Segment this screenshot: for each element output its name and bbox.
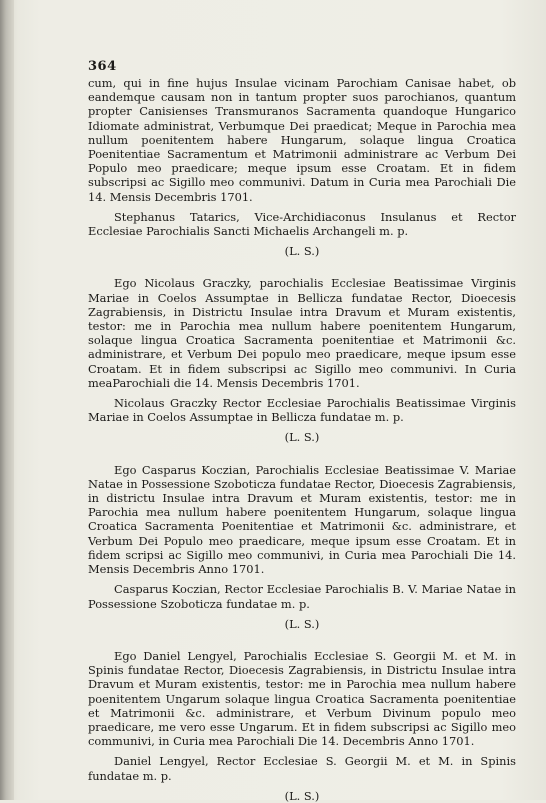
signature-koczian: Casparus Koczian, Rector Ecclesiae Parochialis B. V. Mariae Natae in Possessione Szoboticza fundatae m. p. xyxy=(88,582,516,611)
seal-mark: (L. S.) xyxy=(284,788,320,803)
paragraph-koczian: Ego Casparus Koczian, Parochialis Ecclesiae Beatissimae V. Mariae Natae in Possessione Szoboticza fundatae Rector, Dioecesis Zagrabiensis, in districtu Insulae intra Dravum et Muram existentis, testor: me in Parochia mea nullum habere poenitentem Hungarum, solaque lingua Croatica Sacramenta Poenitentiae et Matrimonii &c. administrare, et Verbum Dei Populo meo praedicare, meque ipsum esse Croatam. Et in fidem scripsi ac Sigillo meo communivi, in Curia mea Parochiali Die 14. Mensis Decembris Anno 1701. xyxy=(88,462,516,577)
paragraph-continuation: cum, qui in fine hujus Insulae vicinam Parochiam Canisae habet, ob eandemque causam non in tantum propter suos parochianos, quantum propter Canisienses Transmuranos Sacramenta quandoque Hungarico Idiomate administrat, Verbumque Dei praedicat; Meque in Parochia mea nullum poenitentem habere Hungarum, solaque lingua Croatica Poenitentiae Sacramentum et Matrimonii administrare ac Verbum Dei Populo meo praedicare; meque ipsum esse Croatam. Et in fidem subscripsi ac Sigillo meo communivi. Datum in Curia mea Parochiali Die 14. Mensis Decembris 1701. xyxy=(88,76,516,204)
book-gutter xyxy=(0,0,14,800)
signature-graczky: Nicolaus Graczky Rector Ecclesiae Parochialis Beatissimae Virginis Mariae in Coelos Assumptae in Bellicza fundatae m. p. xyxy=(88,396,516,425)
page-number: 364 xyxy=(88,59,117,74)
seal-mark: (L. S.) xyxy=(284,430,320,445)
paragraph-graczky: Ego Nicolaus Graczky, parochialis Ecclesiae Beatissimae Virginis Mariae in Coelos Assumptae in Bellicza fundatae Rector, Dioecesis Zagrabiensis, in Districtu Insulae intra Dravum et Muram existentis, testor: me in Parochia mea nullum habere poenitentem Hungarum, solaque lingua Croatica Sacramenta poenitentiae et Matrimonii &c. administrare, et Verbum Dei populo meo praedicare, meque ipsum esse Croatam. Et in fidem subscripsi ac Sigillo meo communivi. In Curia meaParochiali die 14. Mensis Decembris 1701. xyxy=(88,276,516,390)
seal-mark: (L. S.) xyxy=(284,244,320,259)
paragraph-lengyel: Ego Daniel Lengyel, Parochialis Ecclesiae S. Georgii M. et M. in Spinis fundatae Rector, Dioecesis Zagrabiensis, in Districtu Insulae intra Dravum et Muram existentis, testor: me in Parochia mea nullum habere poenitentem Ungarum solaque lingua Croatica Sacramenta poenitentiae et Matrimonii &c. administrare, et Verbum Divinum populo meo praedicare, me vero esse Ungarum. Et in fidem subscripsi ac Sigillo meo communivi, in Curia mea Parochiali Die 14. Decembris Anno 1701. xyxy=(88,648,516,749)
signature-tatarics: Stephanus Tatarics, Vice-Archidiaconus Insulanus et Rector Ecclesiae Parochialis Sancti Michaelis Archangeli m. p. xyxy=(88,209,516,239)
document-body xyxy=(88,76,516,803)
seal-mark: (L. S.) xyxy=(284,616,320,631)
signature-lengyel: Daniel Lengyel, Rector Ecclesiae S. Georgii M. et M. in Spinis fundatae m. p. xyxy=(88,754,516,783)
